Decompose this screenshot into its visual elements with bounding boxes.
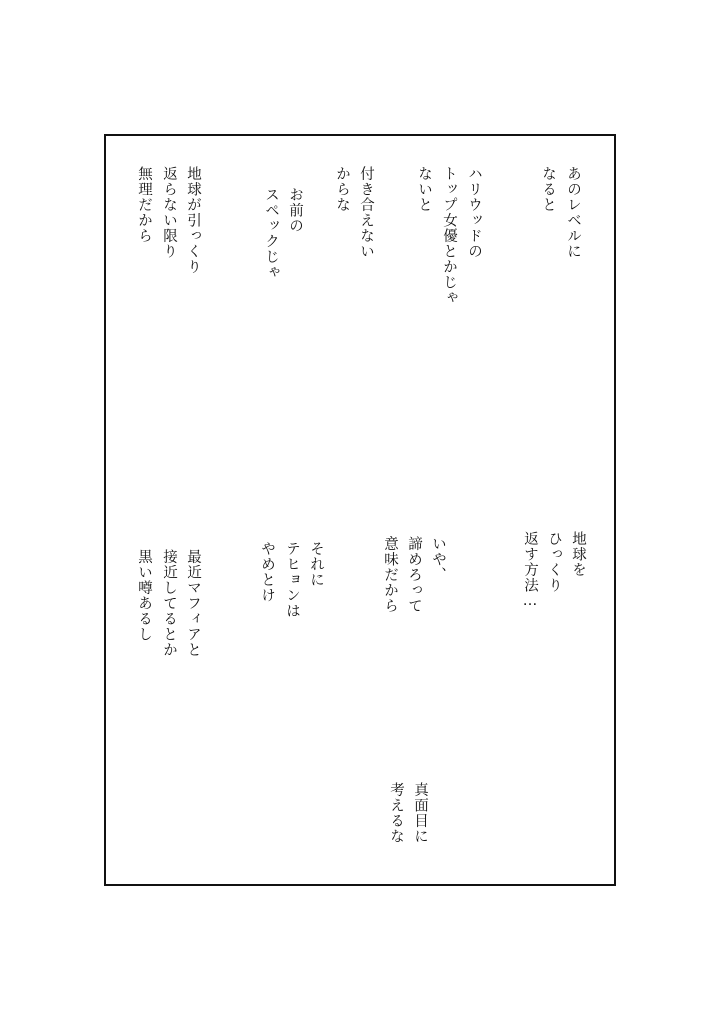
- text-line: 考えるな: [388, 782, 404, 844]
- text-line: あのレベルに: [565, 166, 581, 259]
- text-line: 諦めろって: [406, 536, 422, 614]
- text-line: 黒い噂あるし: [136, 549, 152, 642]
- text-line: それに: [308, 541, 324, 588]
- text-line: お前の: [287, 187, 303, 234]
- text-line: 返す方法…: [522, 531, 538, 610]
- text-line: 地球を: [570, 531, 586, 578]
- text-line: スペックじゃ: [263, 187, 279, 280]
- text-line: トップ女優とかじゃ: [441, 166, 457, 306]
- text-line: 無理だから: [136, 166, 152, 244]
- text-line: やめとけ: [259, 541, 275, 603]
- text-line: 地球が引っくり: [185, 166, 201, 275]
- text-line: 接近してるとか: [161, 549, 177, 658]
- text-line: 付き合えない: [358, 166, 374, 259]
- text-line: ひっくり: [546, 531, 562, 593]
- text-line: 返らない限り: [161, 166, 177, 259]
- text-line: なると: [540, 166, 556, 213]
- text-line: 最近マフィアと: [185, 549, 201, 658]
- text-line: ハリウッドの: [466, 166, 482, 259]
- text-line: ないと: [416, 166, 432, 213]
- text-line: からな: [334, 166, 350, 213]
- text-line: いや、: [430, 536, 446, 583]
- text-line: 真面目に: [412, 782, 428, 844]
- text-line: 意味だから: [382, 536, 398, 614]
- text-line: テヒョンは: [284, 541, 300, 619]
